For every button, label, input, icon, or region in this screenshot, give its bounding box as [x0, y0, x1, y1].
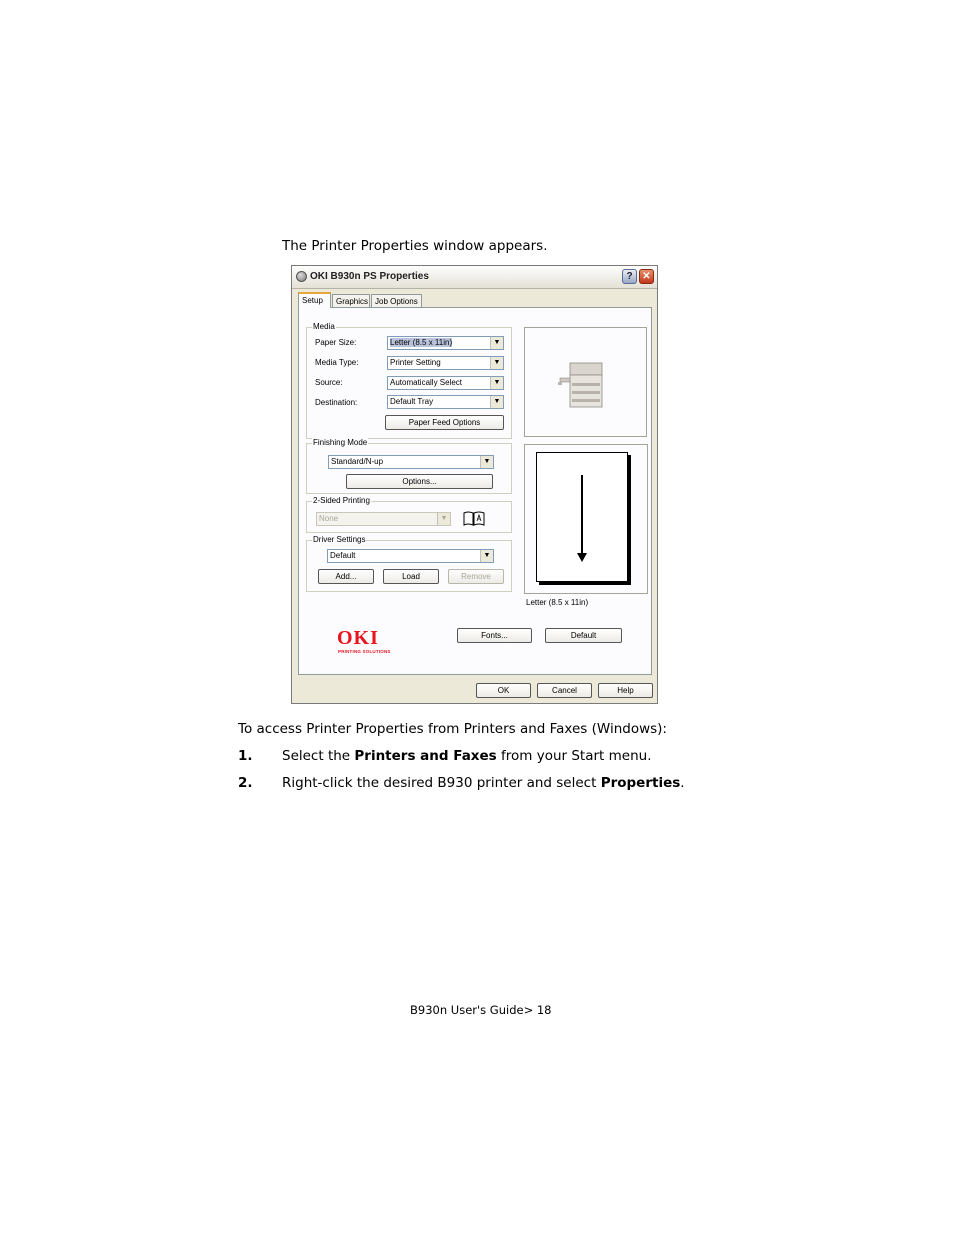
driver-settings-label: Driver Settings	[313, 535, 366, 544]
source-label: Source:	[315, 378, 343, 387]
tab-graphics[interactable]: Graphics	[332, 294, 370, 307]
destination-select[interactable]: Default Tray ▼	[387, 395, 504, 409]
chevron-down-icon[interactable]: ▼	[480, 456, 493, 468]
media-type-select[interactable]: Printer Setting ▼	[387, 356, 504, 370]
intro-text: The Printer Properties window appears.	[282, 238, 548, 254]
chevron-down-icon[interactable]: ▼	[490, 337, 503, 349]
chevron-down-icon[interactable]: ▼	[437, 513, 450, 525]
page-preview-box	[524, 444, 648, 594]
oki-logo-subtitle: PRINTING SOLUTIONS	[338, 649, 391, 654]
chevron-down-icon[interactable]: ▼	[480, 550, 493, 562]
close-icon[interactable]: ✕	[639, 269, 654, 284]
two-sided-select[interactable]: None ▼	[316, 512, 451, 526]
setup-panel	[298, 307, 652, 675]
step-2-number: 2.	[238, 775, 253, 791]
printer-icon	[296, 271, 307, 282]
tab-setup[interactable]: Setup	[298, 292, 331, 308]
two-sided-group	[306, 496, 512, 533]
step-2-text: Right-click the desired B930 printer and select Properties.	[282, 775, 685, 791]
printer-properties-window	[291, 265, 658, 704]
printer-image-box	[524, 327, 647, 437]
finishing-mode-select[interactable]: Standard/N-up ▼	[328, 455, 494, 469]
driver-settings-select[interactable]: Default ▼	[327, 549, 494, 563]
load-button[interactable]: Load	[383, 569, 439, 584]
preview-caption: Letter (8.5 x 11in)	[526, 598, 589, 607]
media-type-label: Media Type:	[315, 358, 359, 367]
add-button[interactable]: Add...	[318, 569, 374, 584]
paper-feed-options-button[interactable]: Paper Feed Options	[385, 415, 504, 430]
booklet-icon	[463, 510, 485, 526]
window-title: OKI B930n PS Properties	[310, 271, 429, 282]
paper-size-label: Paper Size:	[315, 338, 357, 347]
access-heading: To access Printer Properties from Printers and Faxes (Windows):	[238, 721, 667, 737]
title-bar[interactable]	[292, 266, 657, 289]
ok-button[interactable]: OK	[476, 683, 531, 698]
media-group-label: Media	[313, 322, 335, 331]
two-sided-label: 2-Sided Printing	[313, 496, 370, 505]
help-button[interactable]: Help	[598, 683, 653, 698]
page-footer: B930n User's Guide> 18	[410, 1003, 552, 1017]
step-1-text: Select the Printers and Faxes from your Start menu.	[282, 748, 652, 764]
default-button[interactable]: Default	[545, 628, 622, 643]
destination-label: Destination:	[315, 398, 358, 407]
media-group	[306, 322, 512, 439]
remove-button[interactable]: Remove	[448, 569, 504, 584]
chevron-down-icon[interactable]: ▼	[490, 357, 503, 369]
printer-image	[558, 361, 606, 409]
fonts-button[interactable]: Fonts...	[457, 628, 532, 643]
finishing-mode-label: Finishing Mode	[313, 438, 368, 447]
chevron-down-icon[interactable]: ▼	[490, 396, 503, 408]
finishing-mode-group	[306, 438, 512, 494]
chevron-down-icon[interactable]: ▼	[490, 377, 503, 389]
tab-job-options[interactable]: Job Options	[371, 294, 422, 307]
driver-settings-group	[306, 535, 512, 592]
arrow-down-icon	[581, 475, 583, 555]
paper-size-select[interactable]: Letter (8.5 x 11in) ▼	[387, 336, 504, 350]
help-icon[interactable]: ?	[622, 269, 637, 284]
step-1-number: 1.	[238, 748, 253, 764]
options-button[interactable]: Options...	[346, 474, 493, 489]
oki-logo: OKI	[337, 627, 379, 649]
cancel-button[interactable]: Cancel	[537, 683, 592, 698]
source-select[interactable]: Automatically Select ▼	[387, 376, 504, 390]
page-preview	[536, 452, 628, 582]
